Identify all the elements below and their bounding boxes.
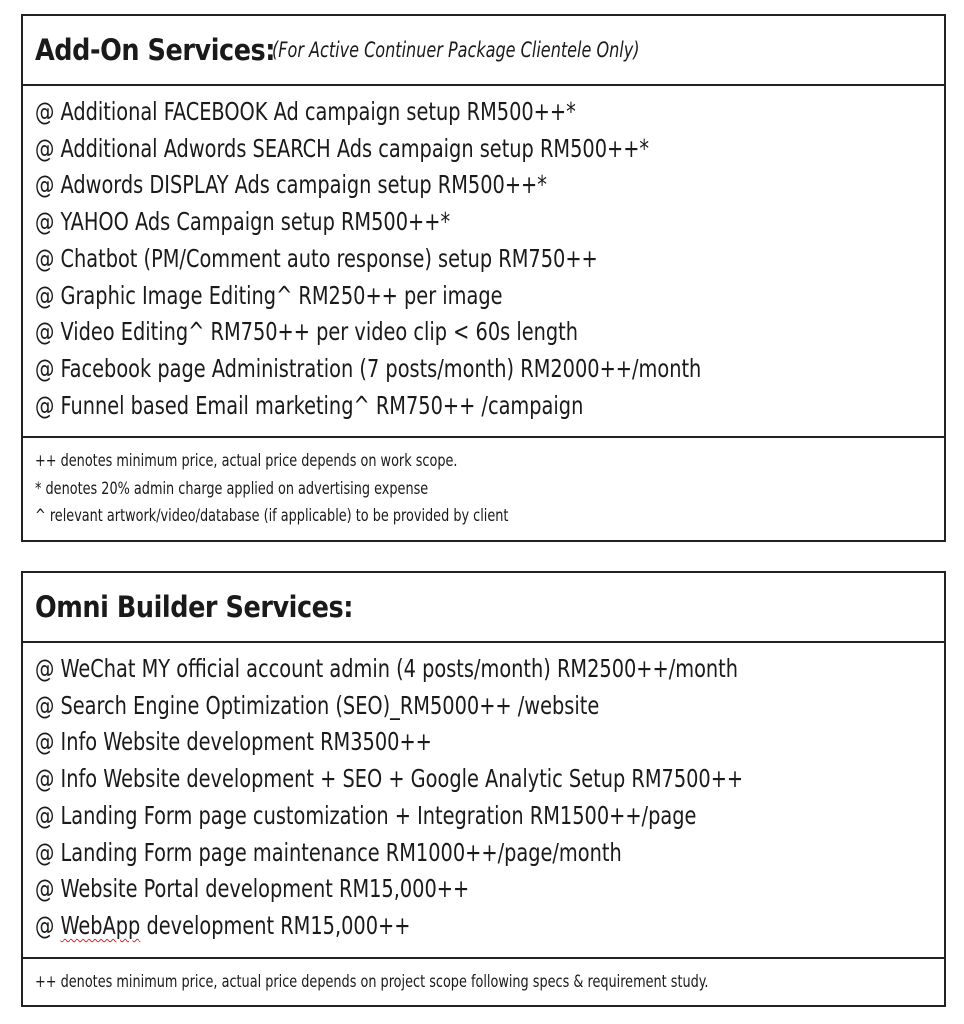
spellcheck-flagged-word: WebApp <box>60 910 141 940</box>
addon-footnotes <box>23 438 944 531</box>
item-prefix: @ <box>35 910 61 940</box>
omni-builder-header <box>23 573 944 643</box>
service-item: @ Info Website development RM3500++ <box>35 727 432 757</box>
footnote: ^ relevant artwork/video/database (if applicable) to be provided by client <box>35 506 509 526</box>
service-item: @ Adwords DISPLAY Ads campaign setup RM500++* <box>35 170 547 200</box>
service-item: @ Additional FACEBOOK Ad campaign setup RM500++* <box>35 97 576 126</box>
omni-builder-list <box>23 643 944 959</box>
omni-builder-section <box>21 571 946 1007</box>
service-item: @ Graphic Image Editing^ RM250++ per image <box>35 280 503 310</box>
service-item <box>35 908 817 945</box>
footnote: * denotes 20% admin charge applied on advertising expense <box>35 478 429 499</box>
service-item: @ YAHOO Ads Campaign setup RM500++* <box>35 207 451 237</box>
omni-builder-title: Omni Builder Services: <box>35 590 354 624</box>
service-item: @ Landing Form page maintenance RM1000++/page/month <box>35 837 622 867</box>
addon-services-header <box>23 16 944 86</box>
service-item: @ Info Website development + SEO + Google Analytic Setup RM7500++ <box>35 764 744 794</box>
service-item: @ Chatbot (PM/Comment auto response) setup RM750++ <box>35 243 598 273</box>
service-item: @ Facebook page Administration (7 posts/month) RM2000++/month <box>35 353 702 383</box>
omni-footnotes <box>23 959 944 997</box>
service-item: @ WeChat MY official account admin (4 posts/month) RM2500++/month <box>35 654 739 683</box>
addon-services-subtitle: (For Active Continuer Package Clientele Only) <box>271 38 640 62</box>
service-item: @ Funnel based Email marketing^ RM750++ /campaign <box>35 390 584 420</box>
service-item: @ Landing Form page customization + Integration RM1500++/page <box>35 800 697 830</box>
footnote: ++ denotes minimum price, actual price depends on work scope. <box>35 451 458 471</box>
addon-services-list <box>23 86 944 438</box>
addon-services-section <box>21 14 946 542</box>
service-item: @ Search Engine Optimization (SEO)_RM5000++ /website <box>35 690 600 720</box>
service-item: @ Video Editing^ RM750++ per video clip < 60s length <box>35 317 579 347</box>
service-item: @ Website Portal development RM15,000++ <box>35 874 470 904</box>
item-rest: development RM15,000++ <box>140 910 411 940</box>
addon-services-title: Add-On Services: <box>35 33 276 67</box>
footnote: ++ denotes minimum price, actual price depends on project scope following specs & requirement study. <box>35 972 709 992</box>
service-item: @ Additional Adwords SEARCH Ads campaign setup RM500++* <box>35 133 650 163</box>
